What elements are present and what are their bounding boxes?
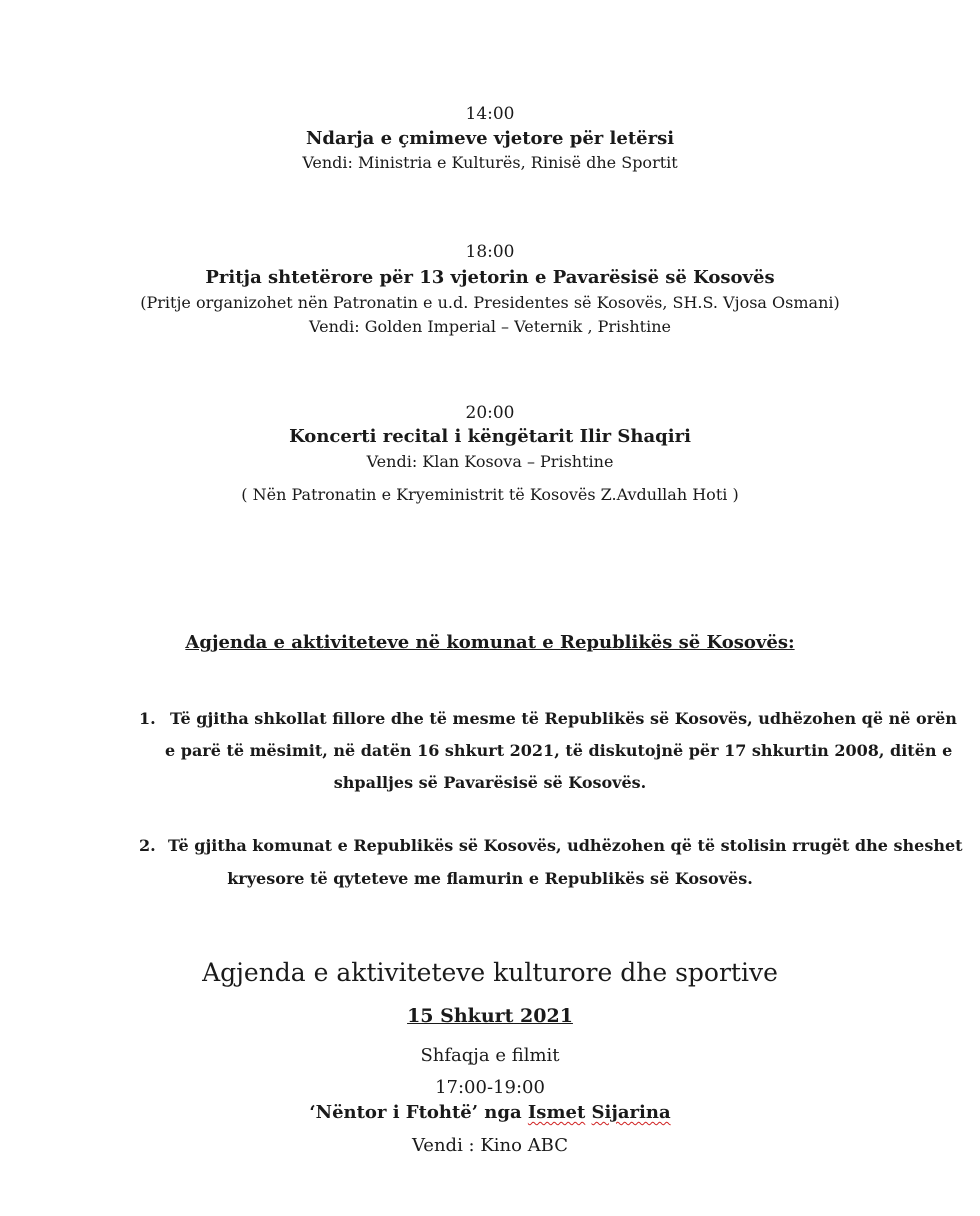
film-title-line	[0, 1102, 980, 1123]
event-3-title: Koncerti recital i këngëtarit Ilir Shaqiri	[289, 426, 691, 447]
event-2-time: 18:00	[465, 242, 515, 262]
film-author-first-name: Ismet	[527, 1102, 586, 1123]
list-item-2-line-2: kryesore të qyteteve me flamurin e Republikës së Kosovës.	[227, 869, 753, 888]
cultural-agenda-heading: Agjenda e aktiviteteve kulturore dhe sportive	[202, 958, 778, 987]
film-time: 17:00-19:00	[435, 1077, 545, 1098]
list-item-1-line-2: e parë të mësimit, në datën 16 shkurt 2021, të diskutojnë për 17 shkurtin 2008, ditën e	[165, 741, 953, 760]
event-2-note: (Pritje organizohet nën Patronatin e u.d. Presidentes së Kosovës, SH.S. Vjosa Osmani)	[140, 293, 840, 312]
event-1-venue: Vendi: Ministria e Kulturës, Rinisë dhe Sportit	[302, 153, 678, 172]
event-1-time: 14:00	[465, 104, 515, 124]
list-item-2-number: 2.	[139, 836, 156, 855]
film-author-last-name: Sijarina	[591, 1102, 671, 1123]
event-3-note: ( Nën Patronatin e Kryeministrit të Kosovës Z.Avdullah Hoti )	[241, 485, 739, 504]
list-item-2-line-1: Të gjitha komunat e Republikës së Kosovës, udhëzohen që të stolisin rrugët dhe sheshet	[168, 836, 963, 855]
cultural-agenda-date: 15 Shkurt 2021	[407, 1005, 573, 1027]
film-venue: Vendi : Kino ABC	[411, 1135, 569, 1156]
list-item-1-number: 1.	[139, 709, 156, 728]
event-2-venue: Vendi: Golden Imperial – Veternik , Prishtine	[309, 317, 671, 336]
municipal-agenda-heading: Agjenda e aktiviteteve në komunat e Republikës së Kosovës:	[185, 632, 795, 653]
event-2-title: Pritja shtetërore për 13 vjetorin e Pavarësisë së Kosovës	[205, 267, 775, 288]
list-item-1-line-1: Të gjitha shkollat fillore dhe të mesme të Republikës së Kosovës, udhëzohen që në orën	[170, 709, 957, 728]
film-title-prefix: ‘Nëntor i Ftohtë’ nga	[309, 1102, 528, 1123]
event-3-time: 20:00	[465, 403, 515, 423]
film-event-type: Shfaqja e filmit	[420, 1045, 560, 1066]
list-item-1-line-3: shpalljes së Pavarësisë së Kosovës.	[333, 773, 647, 792]
event-3-venue: Vendi: Klan Kosova – Prishtine	[366, 452, 614, 471]
event-1-title: Ndarja e çmimeve vjetore për letërsi	[305, 128, 675, 149]
